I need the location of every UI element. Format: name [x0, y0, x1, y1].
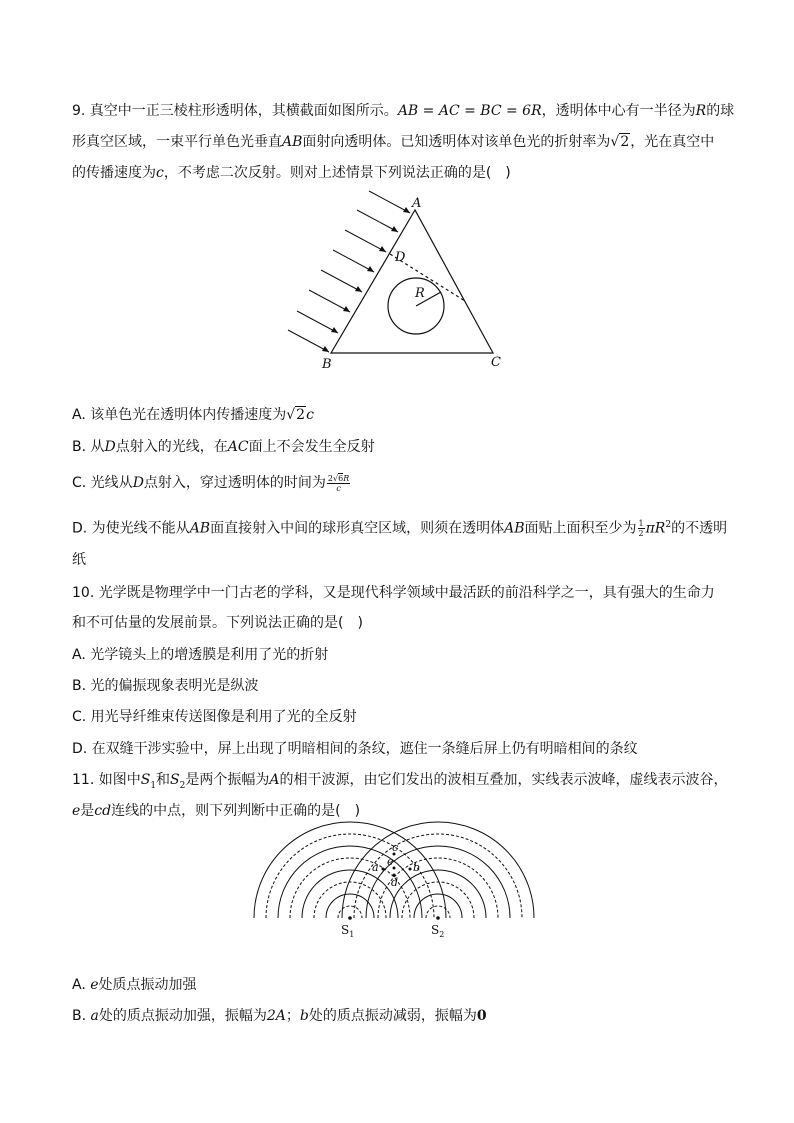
q9-opt-text: 纸 — [72, 552, 86, 568]
q11-label-b: b — [413, 861, 421, 874]
q11-var-cd: cd — [94, 803, 112, 819]
q10-text: 和不可估量的发展前景。下列说法正确的是( ) — [72, 615, 363, 631]
q9-sqrt2: √2 — [610, 134, 630, 150]
q11-var-S2: S — [170, 772, 180, 788]
q9-opt-text: 面直接射入中间的球形真空区域，则须在透明体 — [210, 520, 505, 537]
q10-opt-text: D. 在双缝干涉实验中，屏上出现了明暗相间的条纹，遮住一条缝后屏上仍有明暗相间的条纹 — [72, 741, 638, 757]
q11-label-d: d — [391, 876, 399, 889]
q9-optc-var-D: D — [132, 475, 144, 491]
q9-optd-var-AB: AB — [189, 520, 211, 537]
q9-var-AB: AB — [282, 134, 303, 150]
q11-opt-text: A. — [72, 977, 91, 993]
q9-optb-var-AC: AC — [227, 439, 249, 455]
q11-var-A: A — [269, 772, 280, 788]
q9-optc-radicand: 6 — [338, 473, 344, 483]
q9-opt-text: D. 为使光线不能从 — [72, 520, 190, 537]
q9-opt-text: B. 从 — [72, 439, 105, 455]
q11-source-s2-dot — [436, 916, 440, 920]
q9-ray — [288, 330, 329, 352]
q9-optd-var-AB: AB — [504, 520, 525, 537]
q9-var-c: c — [156, 165, 164, 181]
q9-opta-var-c: c — [306, 407, 314, 423]
q10-option-c — [72, 707, 724, 727]
q9-opt-text: C. 光线从 — [72, 475, 133, 491]
q9-opt-text: 的不透明 — [671, 520, 728, 537]
q9-optc-denominator: c — [336, 483, 341, 493]
q10-stem-line-1 — [72, 583, 724, 603]
q9-text: 形真空区域，一束平行单色光垂直 — [72, 134, 282, 150]
q11-text: 11. 如图中 — [72, 772, 141, 788]
q11-opta-var-e: e — [90, 977, 99, 993]
q9-option-c — [72, 473, 724, 493]
q9-ray-arrowheads — [322, 207, 410, 352]
q9-option-d-line-2 — [72, 550, 724, 570]
q9-stem-line-1 — [72, 101, 735, 121]
q9-label-A: A — [412, 196, 422, 211]
q9-label-D: D — [395, 250, 406, 265]
q11-opt-text: ； — [285, 1008, 300, 1024]
q10-opt-text: A. 光学镜头上的增透膜是利用了光的折射 — [72, 647, 329, 663]
q9-ray — [345, 230, 386, 252]
q11-label-c: c — [392, 841, 399, 854]
q9-triangle — [331, 210, 493, 353]
q11-opt-text: 处的质点振动加强，振幅为 — [98, 1008, 267, 1024]
q9-stem-line-2 — [72, 132, 724, 152]
q11-opt-text: 处质点振动加强 — [98, 977, 197, 993]
q9-text: 9. 真空中一正三棱柱形透明体，其横截面如图所示。 — [72, 103, 398, 119]
q10-option-a — [72, 645, 724, 665]
q9-label-R: R — [415, 286, 425, 301]
q9-optc-numerator: 2√6R — [327, 473, 350, 483]
q11-var-e: e — [72, 803, 81, 819]
q11-point-b — [409, 868, 412, 871]
q9-label-B: B — [322, 357, 332, 372]
q9-var-R: R — [695, 103, 707, 119]
q9-light-rays — [288, 191, 410, 352]
q11-stem-line-1 — [72, 770, 728, 796]
q11-opt-text: B. — [72, 1008, 91, 1024]
q9-ray — [297, 311, 338, 333]
q9-equation: AB = AC = BC = 6R — [397, 103, 542, 119]
q11-option-b — [72, 1006, 724, 1026]
q9-text: ，不考虑二次反射。则对上述情景下列说法正确的是( ) — [163, 165, 511, 181]
q11-point-a — [382, 868, 385, 871]
q9-opta-sqrt2: √2 — [286, 407, 306, 423]
q9-triangle-figure — [285, 190, 515, 375]
q11-option-a — [72, 975, 724, 995]
q11-optb-2A: 2A — [266, 1008, 286, 1024]
q9-optc-coef: 2 — [327, 473, 334, 483]
q11-label-a: a — [372, 861, 379, 874]
q11-optb-var-b: b — [299, 1008, 309, 1024]
q9-optd-fraction — [638, 519, 645, 538]
q9-opt-text: 面贴上面积至少为 — [524, 520, 637, 537]
q9-sqrt2-radicand: 2 — [620, 134, 630, 150]
q11-text: 是 — [80, 803, 95, 819]
q11-text: 连线的中点，则下列判断中正确的是( ) — [111, 803, 361, 819]
q10-text: 10. 光学既是物理学中一门古老的学科，又是现代科学领域中最活跃的前沿科学之一，具有强大的生命力 — [72, 585, 715, 601]
q9-optd-pi-R: πR — [645, 520, 666, 537]
q9-ray — [357, 210, 398, 232]
q9-opt-text: 点射入，穿过透明体的时间为 — [143, 475, 326, 491]
q9-option-a — [72, 405, 724, 425]
q10-option-b — [72, 676, 724, 696]
q11-text: 是两个振幅为 — [185, 772, 270, 788]
q11-label-s2: $S_2$ — [431, 923, 445, 939]
q9-ray — [333, 250, 374, 272]
q9-stem-line-3 — [72, 163, 724, 183]
q9-text: ，透明体中心有一半径为 — [541, 103, 696, 119]
q11-optb-zero: 0 — [476, 1008, 487, 1024]
q11-sub-2: 2 — [179, 780, 186, 791]
q9-text: 的球 — [706, 103, 735, 119]
q10-opt-text: B. 光的偏振现象表明光是纵波 — [72, 678, 259, 694]
q11-opt-text: 处的质点振动减弱，振幅为 — [308, 1008, 477, 1024]
q9-text: 的传播速度为 — [72, 165, 156, 181]
q9-optd-numerator: 1 — [638, 519, 644, 529]
q9-ray — [321, 270, 362, 292]
q9-optc-R: R — [343, 473, 350, 483]
q11-sub-1: 1 — [150, 780, 157, 791]
q11-var-S1: S — [140, 772, 151, 788]
q9-option-b — [72, 437, 724, 457]
q9-option-d — [72, 515, 728, 539]
q11-label-s1: $S_1$ — [341, 923, 355, 939]
q9-optd-exponent: 2 — [665, 520, 672, 530]
q10-opt-text: C. 用光导纤维束传送图像是利用了光的全反射 — [72, 709, 357, 725]
q9-optc-fraction — [327, 474, 350, 493]
q9-text: 面射向透明体。已知透明体对该单色光的折射率为 — [302, 134, 611, 150]
q9-optb-var-D: D — [104, 439, 116, 455]
q10-stem-line-2 — [72, 613, 724, 633]
q11-interference-figure — [250, 818, 550, 948]
q10-option-d — [72, 739, 724, 759]
q11-label-e: e — [387, 855, 394, 868]
q11-source-s1-dot — [348, 916, 352, 920]
q9-optd-denominator: 2 — [638, 529, 644, 539]
q9-label-C: C — [491, 355, 501, 370]
q11-text: 的相干波源，由它们发出的波相互叠加，实线表示波峰，虚线表示波谷， — [279, 772, 728, 788]
q9-opta-radicand: 2 — [296, 407, 306, 423]
q9-ray — [369, 191, 410, 213]
q9-text: ，光在真空中 — [630, 134, 715, 150]
q11-optb-var-a: a — [90, 1008, 99, 1024]
q11-text: 和 — [156, 772, 171, 788]
q9-opt-text: 面上不会发生全反射 — [248, 439, 375, 455]
q9-opt-text: 点射入的光线，在 — [115, 439, 228, 455]
q9-opt-text: A. 该单色光在透明体内传播速度为 — [72, 407, 287, 423]
q9-ray — [309, 290, 350, 312]
